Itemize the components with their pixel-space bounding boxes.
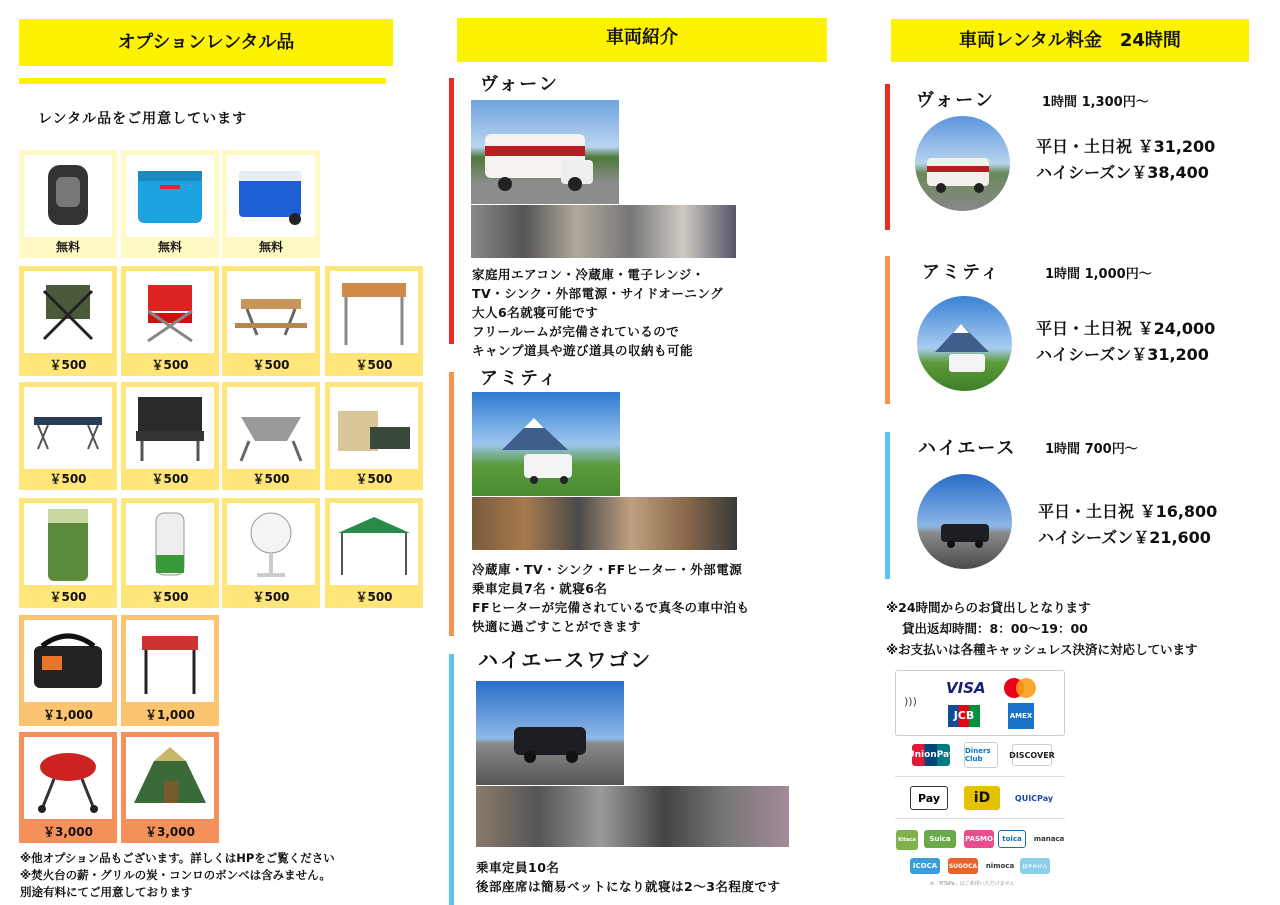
vaughn-exterior-photo: [471, 100, 619, 204]
option-item: [19, 382, 117, 490]
hiace-description: [476, 858, 780, 896]
amex-logo: AMEX: [1008, 703, 1034, 729]
divider: [895, 776, 1065, 777]
quicpay-logo: QUICPay: [1014, 786, 1054, 810]
option-item: [222, 150, 320, 258]
option-price: ￥500: [355, 590, 393, 604]
vaughn-plan-name: ヴォーン: [916, 90, 995, 111]
folding-table-icon: [330, 271, 418, 353]
option-price: 無料: [258, 240, 283, 254]
amity-title: アミティ: [480, 368, 559, 389]
fan-icon: [227, 503, 315, 585]
option-price: ￥500: [252, 472, 290, 486]
kitaca-logo: Kitaca: [896, 830, 918, 850]
option-item: [19, 498, 117, 608]
toica-logo: toica: [998, 830, 1026, 848]
option-item: [121, 266, 219, 376]
icoca-logo: ICOCA: [910, 858, 940, 874]
vaughn-title: ヴォーン: [480, 74, 559, 95]
amity-high-price: ハイシーズン￥31,200: [1036, 345, 1209, 364]
option-item: [325, 266, 423, 376]
option-item: [121, 732, 219, 843]
vaughn-bar: [449, 78, 454, 344]
rental-price-header: 車両レンタル料金 24時間: [891, 19, 1249, 62]
manaca-logo: manaca: [1030, 830, 1068, 848]
sleeping-bag-icon: [24, 503, 112, 585]
option-item: [19, 150, 117, 258]
option-item: [19, 615, 117, 726]
hiace-high-price: ハイシーズン￥21,600: [1038, 528, 1211, 547]
desc-line: FFヒーターが完備されているで真冬の車中泊も: [472, 600, 750, 615]
amity-hourly: 1時間 1,000円～: [1045, 267, 1152, 282]
diners-logo: Diners Club: [964, 742, 998, 768]
suica-logo: Suica: [924, 830, 956, 848]
vaughn-photo: [915, 116, 1010, 211]
hiace-photo: [917, 474, 1012, 569]
amity-plan-name: アミティ: [922, 262, 1001, 283]
contactless-icon: ))): [904, 695, 917, 708]
desc-line: 大人6名就寝可能です: [472, 305, 599, 320]
fire-pit-icon: [227, 387, 315, 469]
card-box: [895, 670, 1065, 736]
lantern-icon: [126, 503, 214, 585]
grill-stand-icon: [126, 620, 214, 702]
amity-bar: [449, 372, 454, 636]
option-price: ￥3,000: [43, 825, 93, 839]
vaughn-interior-photos: [471, 205, 736, 258]
vaughn-description: [472, 265, 723, 360]
option-price: ￥500: [252, 590, 290, 604]
hiace-exterior-photo: [476, 681, 624, 785]
note-line: ※お支払いは各種キャッシュレス決済に対応しています: [886, 642, 1198, 657]
option-price: ￥500: [151, 358, 189, 372]
option-price: 無料: [55, 240, 80, 254]
vaughn-weekday-price: 平日・土日祝 ￥31,200: [1036, 137, 1216, 156]
picnic-table-icon: [227, 271, 315, 353]
option-item: [222, 498, 320, 608]
option-notes: [20, 850, 335, 901]
option-item: [19, 732, 117, 843]
mastercard-logo: [1004, 678, 1036, 698]
option-item: [325, 498, 423, 608]
sugoca-logo: SUGOCA: [948, 858, 978, 874]
hiace-weekday-price: 平日・土日祝 ￥16,800: [1038, 502, 1218, 521]
hiace-interior-photos: [476, 786, 789, 847]
vaughn-high-price: ハイシーズン￥38,400: [1036, 163, 1209, 182]
amity-weekday-price: 平日・土日祝 ￥24,000: [1036, 319, 1216, 338]
option-price: ￥500: [151, 590, 189, 604]
gas-stove-icon: [330, 387, 418, 469]
option-price: ￥1,000: [43, 708, 93, 722]
option-price: ￥500: [355, 358, 393, 372]
option-item: [222, 382, 320, 490]
amity-interior-photos: [472, 497, 737, 550]
option-price: ￥500: [49, 358, 87, 372]
power-station-icon: [24, 620, 112, 702]
vaughn-price-bar: [885, 84, 890, 230]
director-chair-icon: [126, 271, 214, 353]
vehicle-intro-header: 車両紹介: [457, 18, 827, 62]
visa-logo: VISA: [946, 679, 986, 697]
option-rental-header: オプションレンタル品: [19, 19, 393, 66]
hiace-plan-name: ハイエース: [918, 438, 1017, 459]
option-price: ￥500: [151, 472, 189, 486]
note-line: ※焚火台の薪・グリルの炭・コンロのボンベは含みません。: [20, 868, 331, 882]
bbq-grill-icon: [24, 737, 112, 819]
hiace-bar: [449, 654, 454, 905]
option-price: 無料: [157, 240, 182, 254]
note-line: 貸出返却時間：8：00～19：00: [902, 621, 1088, 636]
hayakaken-logo: はやかけん: [1020, 858, 1050, 874]
desc-line: キャンプ道具や遊び道具の収納も可能: [472, 343, 694, 358]
option-item: [121, 615, 219, 726]
option-price: ￥500: [252, 358, 290, 372]
pitapa-footnote: ※「PiTaPa」はご利用いただけません: [930, 881, 1015, 887]
vaughn-hourly: 1時間 1,300円～: [1042, 95, 1149, 110]
note-line: ※24時間からのお貸出しとなります: [886, 600, 1091, 615]
tent-canopy-icon: [330, 503, 418, 585]
option-price: ￥3,000: [145, 825, 195, 839]
amity-price-bar: [885, 256, 890, 404]
note-line: ※他オプション品もございます。詳しくはHPをご覧ください: [20, 851, 335, 865]
option-item: [19, 266, 117, 376]
bench-icon: [24, 387, 112, 469]
desc-line: フリールームが完備されているので: [472, 324, 680, 339]
nimoca-logo: nimoca: [984, 858, 1016, 874]
header-underline: [19, 78, 386, 84]
option-item: [121, 150, 219, 258]
apple-pay-logo: Pay: [910, 786, 948, 810]
jcb-logo: JCB: [948, 705, 980, 727]
two-seat-chair-icon: [126, 387, 214, 469]
pasmo-logo: PASMO: [964, 830, 994, 848]
note-line: 別途有料にてご用意しております: [20, 885, 193, 899]
option-price: ￥500: [49, 590, 87, 604]
amity-description: [472, 560, 749, 636]
cooler-box-icon: [126, 155, 214, 237]
desc-line: 冷蔵庫・TV・シンク・FFヒーター・外部電源: [472, 562, 743, 577]
payment-logos: [892, 670, 1072, 895]
desc-line: 乗車定員7名・就寝6名: [472, 581, 608, 596]
option-price: ￥500: [49, 472, 87, 486]
child-seat-icon: [24, 155, 112, 237]
rental-notes: [886, 597, 1198, 660]
desc-line: 乗車定員10名: [476, 860, 560, 875]
tent-icon: [126, 737, 214, 819]
hiace-price-bar: [885, 432, 890, 579]
amity-exterior-photo: [472, 392, 620, 496]
option-item: [121, 382, 219, 490]
cooler-wheeled-icon: [227, 155, 315, 237]
divider: [895, 818, 1065, 819]
desc-line: 快適に過ごすことができます: [472, 619, 642, 634]
id-logo: iD: [964, 786, 1000, 810]
desc-line: TV・シンク・外部電源・サイドオーニング: [472, 286, 724, 301]
amity-photo: [917, 296, 1012, 391]
option-item: [325, 382, 423, 490]
desc-line: 家庭用エアコン・冷蔵庫・電子レンジ・: [472, 267, 705, 282]
option-price: ￥1,000: [145, 708, 195, 722]
option-item: [222, 266, 320, 376]
discover-logo: DISCOVER: [1012, 744, 1052, 766]
desc-line: 後部座席は簡易ベットになり就寝は2～3名程度です: [476, 879, 781, 894]
option-item: [121, 498, 219, 608]
option-subtitle: レンタル品をご用意しています: [38, 111, 248, 127]
option-price: ￥500: [355, 472, 393, 486]
hiace-title: ハイエースワゴン: [478, 648, 653, 672]
unionpay-logo: UnionPay: [912, 744, 950, 766]
hiace-hourly: 1時間 700円～: [1045, 442, 1138, 457]
camp-chair-icon: [24, 271, 112, 353]
